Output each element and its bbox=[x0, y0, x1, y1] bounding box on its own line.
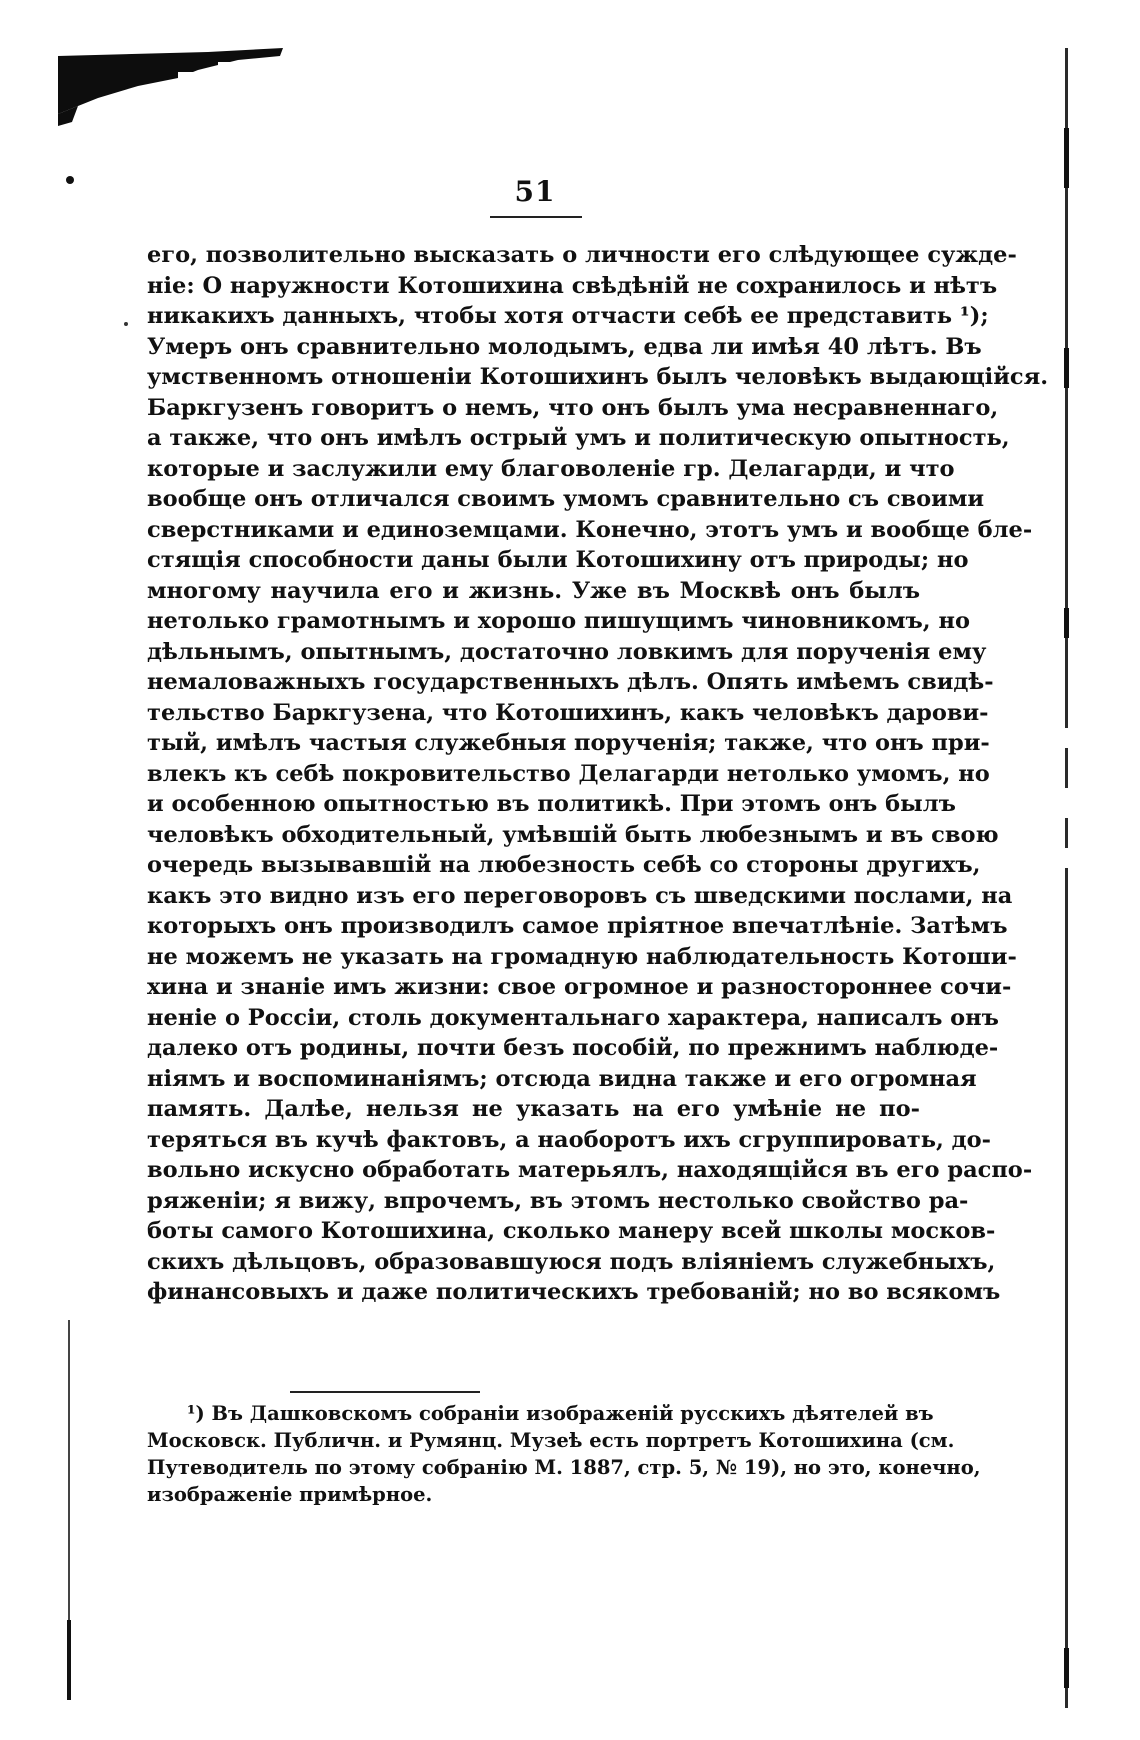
text-line: и особенною опытностью въ политикѣ. При этомъ онъ былъ bbox=[147, 791, 956, 817]
footnote-line: ¹) Въ Дашковскомъ собраніи изображеній русскихъ дѣятелей въ bbox=[187, 1402, 934, 1425]
text-line: теряться въ кучѣ фактовъ, а наоборотъ ихъ сгруппировать, до- bbox=[147, 1126, 991, 1153]
text-line: немаловажныхъ государственныхъ дѣлъ. Опять имѣемъ свидѣ- bbox=[147, 669, 994, 695]
text-line: скихъ дѣльцовъ, образовавшуюся подъ вліяніемъ служебныхъ, bbox=[147, 1248, 996, 1275]
scan-speck-small bbox=[124, 322, 128, 326]
text-line: Умеръ онъ сравнительно молодымъ, едва ли имѣя 40 лѣтъ. Въ bbox=[147, 333, 982, 360]
text-line: нетолько грамотнымъ и хорошо пишущимъ чиновникомъ, но bbox=[147, 608, 970, 634]
scan-edge-right bbox=[1063, 48, 1071, 1708]
footnote-separator bbox=[290, 1391, 480, 1393]
text-line: стящія способности даны были Котошихину отъ природы; но bbox=[147, 547, 969, 573]
text-line: тый, имѣлъ частыя служебныя порученія; также, что онъ при- bbox=[147, 730, 990, 756]
scan-speck bbox=[66, 176, 74, 184]
text-line: неніе о Россіи, столь документальнаго характера, написалъ онъ bbox=[147, 1004, 999, 1031]
text-line: вообще онъ отличался своимъ умомъ сравнительно съ своими bbox=[147, 486, 985, 512]
text-line: память. Далѣе, нельзя не указать на его умѣніе не по- bbox=[147, 1096, 920, 1122]
footnote-line: Московск. Публичн. и Румянц. Музеѣ есть портретъ Котошихина (см. bbox=[147, 1429, 955, 1452]
text-line: далеко отъ родины, почти безъ пособій, по прежнимъ наблюде- bbox=[147, 1035, 999, 1061]
footnote-line: Путеводитель по этому собранію М. 1887, стр. 5, № 19), но это, конечно, bbox=[147, 1456, 981, 1479]
footnote-line: изображеніе примѣрное. bbox=[147, 1483, 433, 1506]
text-line: ніямъ и воспоминаніямъ; отсюда видна также и его огромная bbox=[147, 1065, 977, 1092]
text-line: сверстниками и единоземцами. Конечно, этотъ умъ и вообще бле- bbox=[147, 516, 1033, 543]
text-line: финансовыхъ и даже политическихъ требованій; но во всякомъ bbox=[147, 1279, 1001, 1305]
text-line: дѣльнымъ, опытнымъ, достаточно ловкимъ для порученія ему bbox=[147, 638, 987, 665]
text-line: многому научила его и жизнь. Уже въ Москвѣ онъ былъ bbox=[147, 577, 920, 604]
text-line: никакихъ данныхъ, чтобы хотя отчасти себѣ ее представить ¹); bbox=[147, 303, 989, 329]
text-line: не можемъ не указать на громадную наблюдательность Котоши- bbox=[147, 943, 1017, 970]
text-line: ряженіи; я вижу, впрочемъ, въ этомъ нестолько свойство ра- bbox=[147, 1187, 969, 1214]
text-line: Баркгузенъ говоритъ о немъ, что онъ былъ ума несравненнаго, bbox=[147, 394, 999, 421]
footnote bbox=[147, 1400, 981, 1508]
page-number-rule bbox=[490, 216, 582, 218]
text-line: влекъ къ себѣ покровительство Делагарди нетолько умомъ, но bbox=[147, 760, 990, 787]
text-line: вольно искусно обработать матерьялъ, находящійся въ его распо- bbox=[147, 1157, 1033, 1183]
text-line: хина и знаніе имъ жизни: свое огромное и разностороннее сочи- bbox=[147, 974, 1012, 1000]
text-line: какъ это видно изъ его переговоровъ съ шведскими послами, на bbox=[147, 882, 1013, 909]
text-line: тельство Баркгузена, что Котошихинъ, какъ человѣкъ дарови- bbox=[147, 699, 989, 726]
text-line: а также, что онъ имѣлъ острый умъ и политическую опытность, bbox=[147, 425, 1010, 451]
text-line: которыхъ онъ производилъ самое пріятное впечатлѣніе. Затѣмъ bbox=[147, 913, 1008, 939]
text-line: очередь вызывавшій на любезность себѣ со стороны другихъ, bbox=[147, 852, 981, 878]
text-line: человѣкъ обходительный, умѣвшій быть любезнымъ и въ свою bbox=[147, 821, 999, 848]
text-line: боты самого Котошихина, сколько манеру всей школы москов- bbox=[147, 1218, 996, 1244]
text-line: умственномъ отношеніи Котошихинъ былъ человѣкъ выдающійся. bbox=[147, 364, 1049, 390]
body-text bbox=[147, 240, 1049, 1308]
scan-edge-left bbox=[66, 1320, 72, 1700]
text-line: его, позволительно высказать о личности его слѣдующее сужде- bbox=[147, 242, 1017, 268]
text-line: ніе: О наружности Котошихина свѣдѣній не сохранилось и нѣтъ bbox=[147, 272, 998, 299]
page-number: 51 bbox=[514, 175, 556, 208]
text-line: которые и заслужили ему благоволеніе гр. Делагарди, и что bbox=[147, 455, 955, 482]
